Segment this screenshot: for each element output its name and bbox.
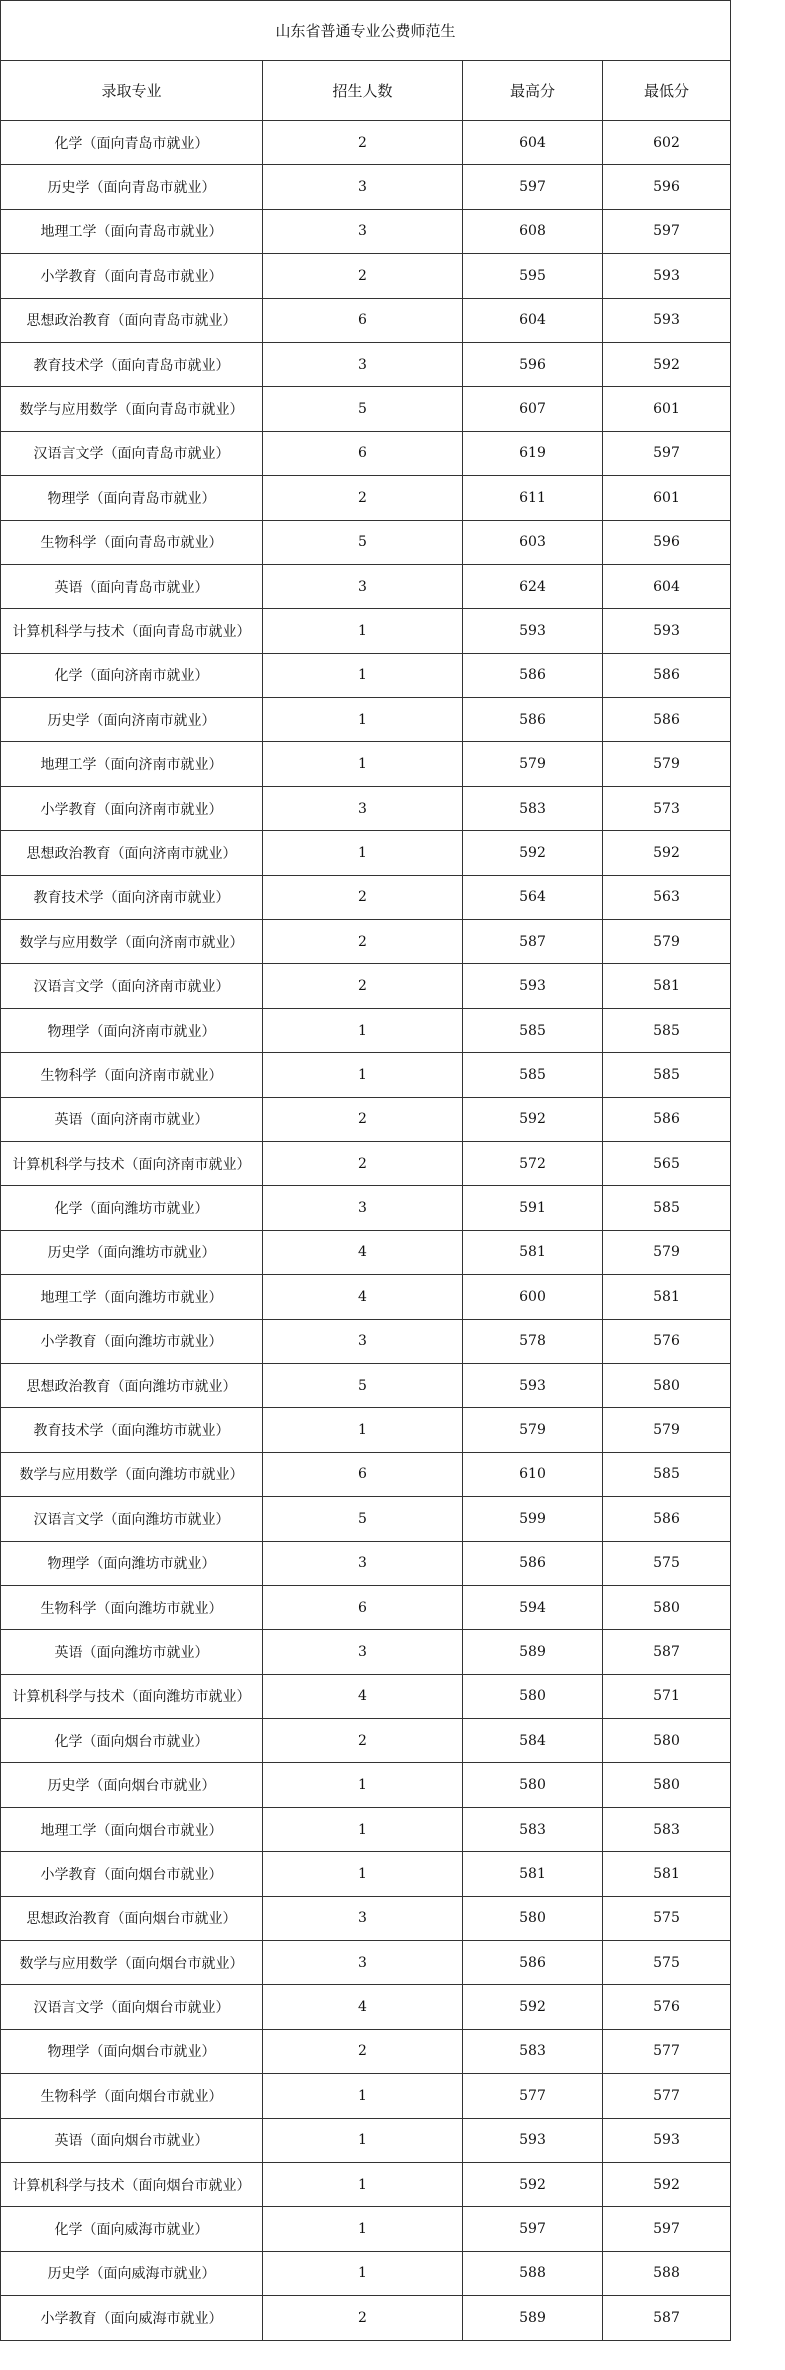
table-row (1, 1319, 731, 1363)
header-min-score: 最低分 (603, 61, 731, 121)
count-cell: 6 (263, 1452, 463, 1496)
major-cell: 生物科学（面向潍坊市就业） (1, 1585, 263, 1629)
count-cell: 1 (263, 742, 463, 786)
major-cell: 历史学（面向威海市就业） (1, 2251, 263, 2295)
count-cell: 2 (263, 1719, 463, 1763)
min-score-cell: 593 (603, 254, 731, 298)
max-score-cell: 585 (463, 1008, 603, 1052)
count-cell: 4 (263, 1674, 463, 1718)
max-score-cell: 564 (463, 875, 603, 919)
min-score-cell: 586 (603, 1497, 731, 1541)
major-cell: 英语（面向潍坊市就业） (1, 1630, 263, 1674)
table-row (1, 387, 731, 431)
min-score-cell: 601 (603, 387, 731, 431)
max-score-cell: 579 (463, 742, 603, 786)
table-title: 山东省普通专业公费师范生 (1, 1, 731, 61)
major-cell: 教育技术学（面向济南市就业） (1, 875, 263, 919)
major-cell: 化学（面向潍坊市就业） (1, 1186, 263, 1230)
max-score-cell: 599 (463, 1497, 603, 1541)
major-cell: 汉语言文学（面向青岛市就业） (1, 431, 263, 475)
major-cell: 生物科学（面向烟台市就业） (1, 2074, 263, 2118)
min-score-cell: 573 (603, 786, 731, 830)
count-cell: 3 (263, 1319, 463, 1363)
table-row (1, 564, 731, 608)
major-cell: 数学与应用数学（面向烟台市就业） (1, 1941, 263, 1985)
major-cell: 小学教育（面向济南市就业） (1, 786, 263, 830)
major-cell: 英语（面向济南市就业） (1, 1097, 263, 1141)
table-row (1, 2029, 731, 2073)
max-score-cell: 586 (463, 698, 603, 742)
table-row (1, 342, 731, 386)
max-score-cell: 608 (463, 209, 603, 253)
min-score-cell: 586 (603, 1097, 731, 1141)
table-row (1, 165, 731, 209)
min-score-cell: 585 (603, 1452, 731, 1496)
major-cell: 地理工学（面向青岛市就业） (1, 209, 263, 253)
max-score-cell: 593 (463, 964, 603, 1008)
count-cell: 1 (263, 1807, 463, 1851)
table-row (1, 431, 731, 475)
min-score-cell: 597 (603, 2207, 731, 2251)
table-row (1, 1053, 731, 1097)
max-score-cell: 607 (463, 387, 603, 431)
major-cell: 汉语言文学（面向济南市就业） (1, 964, 263, 1008)
min-score-cell: 586 (603, 698, 731, 742)
min-score-cell: 575 (603, 1896, 731, 1940)
major-cell: 英语（面向青岛市就业） (1, 564, 263, 608)
max-score-cell: 586 (463, 653, 603, 697)
count-cell: 1 (263, 2074, 463, 2118)
count-cell: 2 (263, 254, 463, 298)
count-cell: 1 (263, 609, 463, 653)
min-score-cell: 592 (603, 342, 731, 386)
max-score-cell: 619 (463, 431, 603, 475)
major-cell: 历史学（面向烟台市就业） (1, 1763, 263, 1807)
major-cell: 汉语言文学（面向烟台市就业） (1, 1985, 263, 2029)
min-score-cell: 580 (603, 1585, 731, 1629)
table-row (1, 1719, 731, 1763)
max-score-cell: 604 (463, 298, 603, 342)
min-score-cell: 593 (603, 298, 731, 342)
major-cell: 教育技术学（面向潍坊市就业） (1, 1408, 263, 1452)
table-row (1, 1896, 731, 1940)
major-cell: 物理学（面向潍坊市就业） (1, 1541, 263, 1585)
table-header-row (1, 61, 731, 121)
table-row (1, 2296, 731, 2340)
table-row (1, 1408, 731, 1452)
major-cell: 思想政治教育（面向青岛市就业） (1, 298, 263, 342)
min-score-cell: 580 (603, 1719, 731, 1763)
max-score-cell: 592 (463, 1985, 603, 2029)
min-score-cell: 581 (603, 1852, 731, 1896)
count-cell: 3 (263, 1896, 463, 1940)
major-cell: 思想政治教育（面向济南市就业） (1, 831, 263, 875)
table-row (1, 2074, 731, 2118)
count-cell: 2 (263, 2296, 463, 2340)
major-cell: 化学（面向威海市就业） (1, 2207, 263, 2251)
major-cell: 数学与应用数学（面向济南市就业） (1, 920, 263, 964)
count-cell: 3 (263, 1186, 463, 1230)
max-score-cell: 597 (463, 165, 603, 209)
max-score-cell: 604 (463, 121, 603, 165)
count-cell: 5 (263, 1363, 463, 1407)
count-cell: 2 (263, 1097, 463, 1141)
min-score-cell: 587 (603, 1630, 731, 1674)
major-cell: 计算机科学与技术（面向烟台市就业） (1, 2162, 263, 2206)
count-cell: 3 (263, 342, 463, 386)
major-cell: 化学（面向烟台市就业） (1, 1719, 263, 1763)
table-row (1, 476, 731, 520)
max-score-cell: 592 (463, 831, 603, 875)
table-row (1, 920, 731, 964)
min-score-cell: 597 (603, 209, 731, 253)
table-row (1, 1141, 731, 1185)
count-cell: 2 (263, 964, 463, 1008)
table-title-row (1, 1, 731, 61)
max-score-cell: 592 (463, 2162, 603, 2206)
min-score-cell: 581 (603, 964, 731, 1008)
major-cell: 历史学（面向青岛市就业） (1, 165, 263, 209)
major-cell: 计算机科学与技术（面向青岛市就业） (1, 609, 263, 653)
major-cell: 地理工学（面向济南市就业） (1, 742, 263, 786)
min-score-cell: 593 (603, 2118, 731, 2162)
count-cell: 1 (263, 1053, 463, 1097)
max-score-cell: 593 (463, 2118, 603, 2162)
min-score-cell: 604 (603, 564, 731, 608)
max-score-cell: 594 (463, 1585, 603, 1629)
table-row (1, 1674, 731, 1718)
min-score-cell: 563 (603, 875, 731, 919)
max-score-cell: 583 (463, 1807, 603, 1851)
major-cell: 小学教育（面向威海市就业） (1, 2296, 263, 2340)
max-score-cell: 580 (463, 1674, 603, 1718)
min-score-cell: 586 (603, 653, 731, 697)
max-score-cell: 610 (463, 1452, 603, 1496)
table-row (1, 1763, 731, 1807)
min-score-cell: 575 (603, 1541, 731, 1585)
count-cell: 1 (263, 2251, 463, 2295)
min-score-cell: 585 (603, 1186, 731, 1230)
max-score-cell: 600 (463, 1275, 603, 1319)
count-cell: 1 (263, 1008, 463, 1052)
table-row (1, 2118, 731, 2162)
max-score-cell: 588 (463, 2251, 603, 2295)
major-cell: 数学与应用数学（面向青岛市就业） (1, 387, 263, 431)
min-score-cell: 596 (603, 165, 731, 209)
table-row (1, 1275, 731, 1319)
count-cell: 3 (263, 564, 463, 608)
major-cell: 生物科学（面向青岛市就业） (1, 520, 263, 564)
table-row (1, 1585, 731, 1629)
min-score-cell: 592 (603, 2162, 731, 2206)
header-count: 招生人数 (263, 61, 463, 121)
count-cell: 6 (263, 431, 463, 475)
table-row (1, 121, 731, 165)
count-cell: 4 (263, 1230, 463, 1274)
min-score-cell: 581 (603, 1275, 731, 1319)
count-cell: 5 (263, 1497, 463, 1541)
max-score-cell: 596 (463, 342, 603, 386)
table-row (1, 254, 731, 298)
max-score-cell: 592 (463, 1097, 603, 1141)
max-score-cell: 584 (463, 1719, 603, 1763)
major-cell: 生物科学（面向济南市就业） (1, 1053, 263, 1097)
major-cell: 小学教育（面向潍坊市就业） (1, 1319, 263, 1363)
count-cell: 1 (263, 1408, 463, 1452)
major-cell: 数学与应用数学（面向潍坊市就业） (1, 1452, 263, 1496)
min-score-cell: 576 (603, 1985, 731, 2029)
min-score-cell: 588 (603, 2251, 731, 2295)
min-score-cell: 577 (603, 2074, 731, 2118)
max-score-cell: 581 (463, 1230, 603, 1274)
major-cell: 地理工学（面向潍坊市就业） (1, 1275, 263, 1319)
count-cell: 1 (263, 2162, 463, 2206)
count-cell: 3 (263, 1541, 463, 1585)
count-cell: 6 (263, 1585, 463, 1629)
count-cell: 5 (263, 520, 463, 564)
table-row (1, 698, 731, 742)
max-score-cell: 597 (463, 2207, 603, 2251)
max-score-cell: 577 (463, 2074, 603, 2118)
min-score-cell: 580 (603, 1363, 731, 1407)
count-cell: 2 (263, 875, 463, 919)
table-row (1, 653, 731, 697)
count-cell: 3 (263, 165, 463, 209)
major-cell: 小学教育（面向烟台市就业） (1, 1852, 263, 1896)
count-cell: 4 (263, 1985, 463, 2029)
table-row (1, 1807, 731, 1851)
min-score-cell: 593 (603, 609, 731, 653)
min-score-cell: 585 (603, 1008, 731, 1052)
count-cell: 3 (263, 1941, 463, 1985)
major-cell: 物理学（面向青岛市就业） (1, 476, 263, 520)
min-score-cell: 601 (603, 476, 731, 520)
min-score-cell: 596 (603, 520, 731, 564)
table-row (1, 1452, 731, 1496)
major-cell: 小学教育（面向青岛市就业） (1, 254, 263, 298)
max-score-cell: 579 (463, 1408, 603, 1452)
major-cell: 思想政治教育（面向烟台市就业） (1, 1896, 263, 1940)
count-cell: 2 (263, 476, 463, 520)
table-row (1, 2162, 731, 2206)
count-cell: 2 (263, 121, 463, 165)
min-score-cell: 579 (603, 1230, 731, 1274)
min-score-cell: 576 (603, 1319, 731, 1363)
major-cell: 化学（面向青岛市就业） (1, 121, 263, 165)
min-score-cell: 587 (603, 2296, 731, 2340)
table-row (1, 1097, 731, 1141)
table-row (1, 1008, 731, 1052)
min-score-cell: 579 (603, 920, 731, 964)
max-score-cell: 595 (463, 254, 603, 298)
count-cell: 3 (263, 209, 463, 253)
max-score-cell: 611 (463, 476, 603, 520)
major-cell: 计算机科学与技术（面向济南市就业） (1, 1141, 263, 1185)
count-cell: 3 (263, 786, 463, 830)
table-row (1, 209, 731, 253)
table-row (1, 298, 731, 342)
table-row (1, 1630, 731, 1674)
table-row (1, 875, 731, 919)
min-score-cell: 602 (603, 121, 731, 165)
major-cell: 计算机科学与技术（面向潍坊市就业） (1, 1674, 263, 1718)
table-row (1, 964, 731, 1008)
table-row (1, 2207, 731, 2251)
max-score-cell: 624 (463, 564, 603, 608)
table-row (1, 1497, 731, 1541)
max-score-cell: 580 (463, 1763, 603, 1807)
table-row (1, 742, 731, 786)
count-cell: 1 (263, 1763, 463, 1807)
min-score-cell: 585 (603, 1053, 731, 1097)
major-cell: 地理工学（面向烟台市就业） (1, 1807, 263, 1851)
major-cell: 思想政治教育（面向潍坊市就业） (1, 1363, 263, 1407)
table-row (1, 520, 731, 564)
table-row (1, 1230, 731, 1274)
max-score-cell: 591 (463, 1186, 603, 1230)
major-cell: 英语（面向烟台市就业） (1, 2118, 263, 2162)
major-cell: 历史学（面向潍坊市就业） (1, 1230, 263, 1274)
min-score-cell: 579 (603, 742, 731, 786)
min-score-cell: 577 (603, 2029, 731, 2073)
max-score-cell: 593 (463, 1363, 603, 1407)
max-score-cell: 586 (463, 1541, 603, 1585)
major-cell: 教育技术学（面向青岛市就业） (1, 342, 263, 386)
min-score-cell: 571 (603, 1674, 731, 1718)
count-cell: 1 (263, 831, 463, 875)
max-score-cell: 587 (463, 920, 603, 964)
count-cell: 1 (263, 1852, 463, 1896)
table-row (1, 1541, 731, 1585)
min-score-cell: 583 (603, 1807, 731, 1851)
table-row (1, 2251, 731, 2295)
count-cell: 2 (263, 1141, 463, 1185)
header-major: 录取专业 (1, 61, 263, 121)
count-cell: 5 (263, 387, 463, 431)
table-row (1, 1852, 731, 1896)
count-cell: 1 (263, 2118, 463, 2162)
table-row (1, 609, 731, 653)
count-cell: 2 (263, 920, 463, 964)
min-score-cell: 597 (603, 431, 731, 475)
min-score-cell: 565 (603, 1141, 731, 1185)
count-cell: 6 (263, 298, 463, 342)
major-cell: 历史学（面向济南市就业） (1, 698, 263, 742)
min-score-cell: 575 (603, 1941, 731, 1985)
major-cell: 物理学（面向烟台市就业） (1, 2029, 263, 2073)
table-row (1, 1941, 731, 1985)
count-cell: 4 (263, 1275, 463, 1319)
max-score-cell: 578 (463, 1319, 603, 1363)
min-score-cell: 580 (603, 1763, 731, 1807)
header-max-score: 最高分 (463, 61, 603, 121)
table-row (1, 786, 731, 830)
max-score-cell: 583 (463, 786, 603, 830)
table-row (1, 1186, 731, 1230)
min-score-cell: 579 (603, 1408, 731, 1452)
major-cell: 物理学（面向济南市就业） (1, 1008, 263, 1052)
max-score-cell: 585 (463, 1053, 603, 1097)
major-cell: 汉语言文学（面向潍坊市就业） (1, 1497, 263, 1541)
max-score-cell: 593 (463, 609, 603, 653)
max-score-cell: 583 (463, 2029, 603, 2073)
table-row (1, 1363, 731, 1407)
max-score-cell: 580 (463, 1896, 603, 1940)
count-cell: 1 (263, 653, 463, 697)
max-score-cell: 589 (463, 2296, 603, 2340)
table-row (1, 1985, 731, 2029)
count-cell: 3 (263, 1630, 463, 1674)
table-row (1, 831, 731, 875)
min-score-cell: 592 (603, 831, 731, 875)
major-cell: 化学（面向济南市就业） (1, 653, 263, 697)
max-score-cell: 586 (463, 1941, 603, 1985)
count-cell: 2 (263, 2029, 463, 2073)
max-score-cell: 589 (463, 1630, 603, 1674)
count-cell: 1 (263, 698, 463, 742)
max-score-cell: 581 (463, 1852, 603, 1896)
max-score-cell: 572 (463, 1141, 603, 1185)
max-score-cell: 603 (463, 520, 603, 564)
table-body (1, 121, 731, 2341)
count-cell: 1 (263, 2207, 463, 2251)
